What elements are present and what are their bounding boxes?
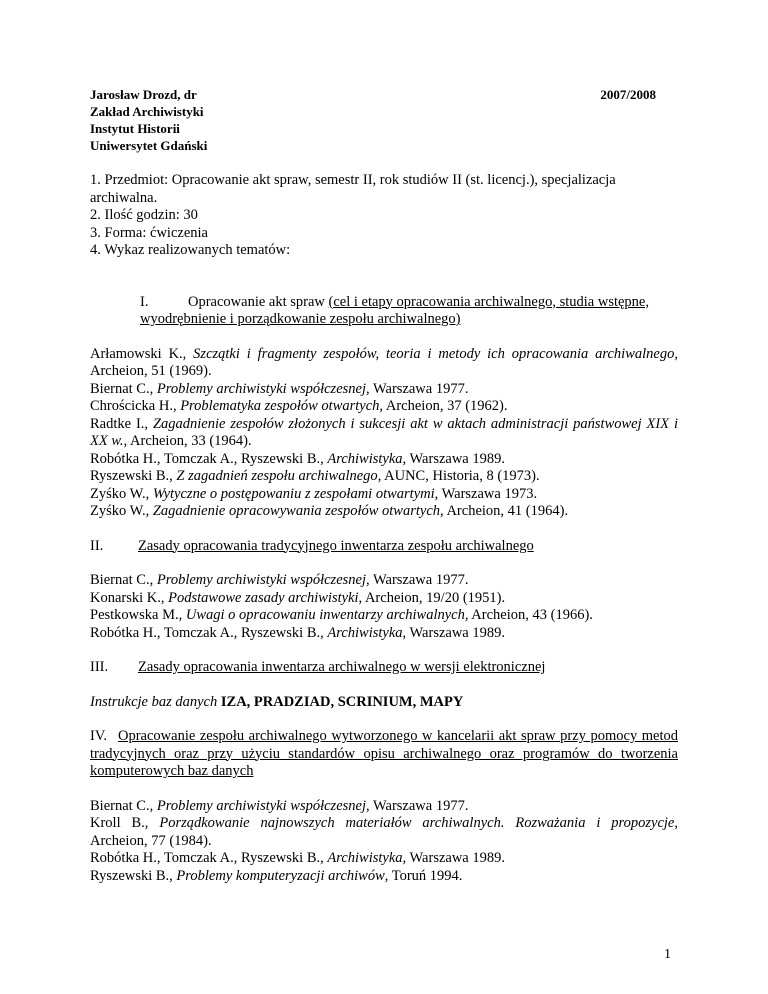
- reference-item: [90, 381, 678, 399]
- document-page: [90, 86, 678, 885]
- author-header: [90, 86, 678, 154]
- reference-publication: , Toruń 1994.: [384, 867, 463, 884]
- section-1-number: I.: [140, 293, 149, 310]
- reference-author: Kroll B.,: [90, 815, 160, 831]
- reference-publication: , Warszawa 1989.: [402, 450, 505, 467]
- reference-title: Archiwistyka: [327, 850, 403, 866]
- reference-title: Problemy archiwistyki współczesnej: [156, 797, 366, 814]
- section-1-heading: [90, 294, 678, 329]
- reference-title: Szczątki i fragmenty zespołów, teoria i metody ich opracowania archiwalnego: [193, 345, 675, 362]
- reference-author: Ryszewski B.,: [90, 468, 177, 484]
- reference-publication: , AUNC, Historia, 8 (1973).: [377, 468, 540, 484]
- section-2-heading: [90, 538, 678, 556]
- topics-heading: 4. Wykaz realizowanych tematów:: [90, 242, 291, 258]
- reference-publication: , Warszawa 1977.: [366, 380, 469, 397]
- section-1-references: [90, 346, 678, 521]
- author-name: Jarosław Drozd, dr: [90, 87, 197, 102]
- reference-author: Biernat C.,: [90, 380, 157, 397]
- reference-publication: , Archeion, 19/20 (1951).: [358, 589, 506, 606]
- reference-item: [90, 607, 678, 625]
- section-4-references: [90, 798, 678, 886]
- reference-item: [90, 346, 678, 381]
- database-instructions-label: Instrukcje baz danych: [90, 693, 221, 710]
- reference-item: [90, 590, 678, 608]
- section-1-title: Opracowanie akt spraw: [188, 293, 329, 310]
- section-3-note: [90, 694, 678, 712]
- reference-title: Porządkowanie najnowszych materiałów archiwalnych. Rozważania i propozycje: [159, 815, 675, 831]
- reference-title: Problemy komputeryzacji archiwów: [176, 867, 385, 884]
- reference-item: [90, 572, 678, 590]
- section-2-title: Zasady opracowania tradycyjnego inwentarza zespołu archiwalnego: [138, 537, 534, 554]
- reference-title: Zagadnienie zespołów złożonych i sukcesji akt w aktach administracji państwowej XIX i XX w.: [90, 415, 679, 449]
- section-2-references: [90, 572, 678, 642]
- reference-item: [90, 468, 678, 486]
- academic-year: 2007/2008: [600, 87, 656, 102]
- section-4-number: IV.: [90, 728, 108, 744]
- reference-item: [90, 798, 678, 816]
- reference-author: Arłamowski K.,: [90, 345, 194, 362]
- reference-title: Zagadnienie opracowywania zespołów otwartych: [152, 503, 441, 519]
- reference-title: Problemy archiwistyki współczesnej: [156, 380, 366, 397]
- reference-author: Biernat C.,: [90, 797, 157, 814]
- reference-title: Z zagadnień zespołu archiwalnego: [176, 468, 378, 484]
- university: Uniwersytet Gdański: [90, 138, 208, 153]
- section-3-number: III.: [90, 659, 109, 675]
- reference-title: Problemy archiwistyki współczesnej: [156, 572, 366, 588]
- page-number: 1: [664, 947, 671, 962]
- course-form: 3. Forma: ćwiczenia: [90, 224, 208, 241]
- reference-publication: , Warszawa 1977.: [366, 572, 469, 588]
- reference-item: [90, 503, 678, 521]
- section-4-heading: [90, 728, 678, 781]
- reference-publication: , Archeion, 77 (1984).: [90, 815, 678, 849]
- reference-author: Robótka H., Tomczak A., Ryszewski B.,: [90, 850, 328, 866]
- reference-publication: , Warszawa 1973.: [434, 485, 538, 502]
- database-names: IZA, PRADZIAD, SCRINIUM, MAPY: [220, 693, 464, 710]
- reference-item: [90, 625, 678, 643]
- reference-publication: , Archeion, 37 (1962).: [379, 398, 508, 414]
- reference-item: [90, 815, 678, 850]
- reference-author: Robótka H., Tomczak A., Ryszewski B.,: [90, 624, 328, 641]
- reference-author: Robótka H., Tomczak A., Ryszewski B.,: [90, 450, 328, 467]
- reference-item: [90, 398, 678, 416]
- reference-title: Archiwistyka: [327, 624, 403, 641]
- reference-publication: , Warszawa 1977.: [366, 797, 469, 814]
- reference-publication: , Archeion, 51 (1969).: [90, 345, 678, 379]
- course-subject-line2: archiwalna.: [90, 189, 158, 206]
- reference-item: [90, 416, 678, 451]
- reference-publication: , Archeion, 43 (1966).: [464, 607, 593, 623]
- reference-author: Pestkowska M.,: [90, 607, 186, 623]
- section-1-subtitle-b: wyodrębnienie i porządkowanie zespołu archiwalnego): [140, 311, 461, 327]
- reference-title: Archiwistyka: [327, 450, 403, 467]
- section-3-heading: [90, 659, 678, 677]
- reference-author: Biernat C.,: [90, 572, 157, 588]
- reference-title: Podstawowe zasady archiwistyki: [168, 589, 359, 606]
- reference-item: [90, 486, 678, 504]
- section-4-title: Opracowanie zespołu archiwalnego wytworzonego w kancelarii akt spraw przy pomocy metod tradycyjnych oraz przy użyciu standardów opisu archiwalnego oraz programów do tworzenia komputerowych baz danych: [90, 728, 678, 779]
- reference-publication: , Archeion, 41 (1964).: [440, 503, 569, 519]
- reference-author: Ryszewski B.,: [90, 867, 177, 884]
- department: Zakład Archiwistyki: [90, 104, 204, 119]
- reference-publication: , Warszawa 1989.: [402, 850, 505, 866]
- course-info: [90, 172, 678, 260]
- reference-author: Zyśko W.,: [90, 485, 153, 502]
- reference-item: [90, 451, 678, 469]
- reference-author: Konarski K.,: [90, 589, 169, 606]
- section-1-subtitle-a: (cel i etapy opracowania archiwalnego, studia wstępne,: [328, 293, 649, 310]
- section-2-number: II.: [90, 537, 104, 554]
- course-hours: 2. Ilość godzin: 30: [90, 207, 198, 223]
- reference-author: Chrościcka H.,: [90, 398, 181, 414]
- institute: Instytut Historii: [90, 121, 180, 136]
- reference-title: Problematyka zespołów otwartych: [180, 398, 380, 414]
- section-3-title: Zasady opracowania inwentarza archiwalnego w wersji elektronicznej: [138, 659, 546, 675]
- reference-author: Radtke I.,: [90, 415, 153, 432]
- reference-title: Uwagi o opracowaniu inwentarzy archiwalnych: [185, 607, 465, 623]
- reference-publication: , Archeion, 33 (1964).: [123, 433, 252, 449]
- reference-item: [90, 868, 678, 886]
- course-subject-line1: 1. Przedmiot: Opracowanie akt spraw, semestr II, rok studiów II (st. licencj.), specjalizacja: [90, 172, 616, 188]
- reference-item: [90, 850, 678, 868]
- reference-title: Wytyczne o postępowaniu z zespołami otwartymi: [152, 485, 435, 502]
- reference-author: Zyśko W.,: [90, 503, 153, 519]
- reference-publication: , Warszawa 1989.: [402, 624, 505, 641]
